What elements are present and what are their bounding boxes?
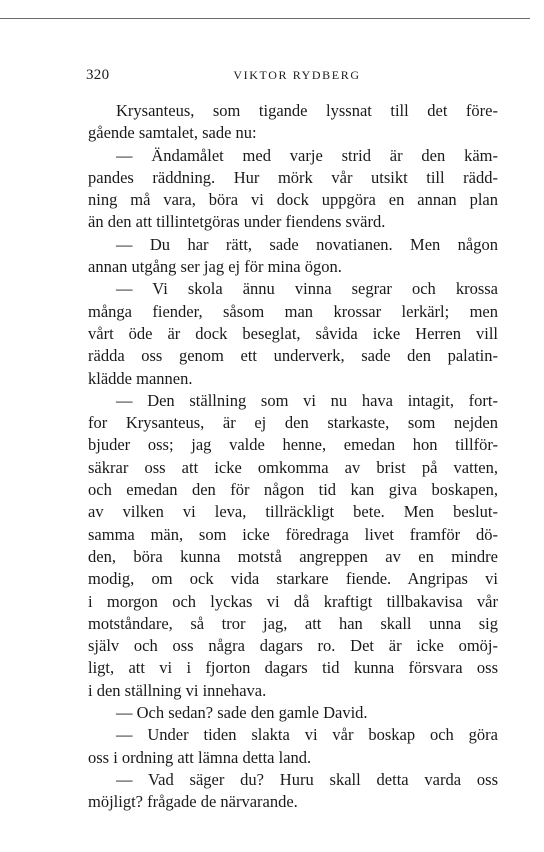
text-line: — Och sedan? sade den gamle David. (116, 703, 368, 723)
text-line: möjligt? frågade de närvarande. (88, 792, 298, 812)
text-line: annan utgång ser jag ej för mina ögon. (88, 257, 342, 277)
text-line: rädda oss genom ett underverk, sade den palatin- (88, 346, 498, 366)
text-line: bjuder oss; jag valde henne, emedan hon tillför- (88, 435, 498, 455)
text-line: Krysanteus, som tigande lyssnat till det före- (116, 101, 498, 120)
text-line: klädde mannen. (88, 368, 193, 388)
text-line: oss i ordning att lämna detta land. (88, 747, 312, 767)
text-line: själv och oss några dagars ro. Det är icke omöj- (88, 636, 498, 656)
text-line: motståndare, så tror jag, att han skall unna sig (88, 613, 498, 633)
text-line: — Ändamålet med varje strid är den käm- (116, 145, 498, 165)
text-line: och emedan den för någon tid kan giva boskapen, (88, 480, 498, 500)
text-line: — Du har rätt, sade novatianen. Men någon (116, 234, 498, 254)
text-line: — Under tiden slakta vi vår boskap och göra (116, 725, 498, 745)
text-line: vårt öde är dock beseglat, såvida icke Herren vill (88, 323, 498, 343)
text-line: i morgon och lyckas vi då kraftigt tillbakavisa vår (88, 591, 498, 611)
page-header (86, 67, 498, 85)
text-line: många fiender, såsom man krossar lerkärl; men (88, 301, 498, 321)
body-text (88, 100, 498, 814)
text-line: samma män, som icke föredraga livet framför dö- (88, 524, 498, 544)
page-number: 320 (86, 67, 110, 83)
text-line: den, böra kunna motstå angreppen av en mindre (88, 546, 498, 566)
text-line: ning må vara, böra vi dock uppgöra en annan plan (88, 190, 498, 210)
text-line: — Vi skola ännu vinna segrar och krossa (116, 279, 498, 299)
running-head: VIKTOR RYDBERG (233, 68, 361, 82)
text-line: i den ställning vi innehava. (88, 680, 267, 700)
text-line: gående samtalet, sade nu: (88, 123, 257, 143)
text-line: — Den ställning som vi nu hava intagit, fort- (116, 390, 498, 410)
top-rule (0, 18, 530, 19)
text-line: for Krysanteus, är ej den starkaste, som nejden (88, 413, 498, 433)
text-line: — Vad säger du? Huru skall detta varda oss (116, 769, 498, 789)
text-line: ligt, att vi i fjorton dagars tid kunna försvara oss (88, 658, 498, 678)
text-line: pandes räddning. Hur mörk vår utsikt till rädd- (88, 167, 498, 187)
text-line: modig, om ock vida starkare fiende. Angripas vi (88, 569, 498, 589)
text-line: än den att tillintetgöras under fiendens svärd. (88, 212, 386, 232)
text-line: av vilken vi leva, tillräckligt bete. Men beslut- (88, 502, 498, 522)
text-line: säkrar oss att icke omkomma av brist på vatten, (88, 457, 498, 477)
